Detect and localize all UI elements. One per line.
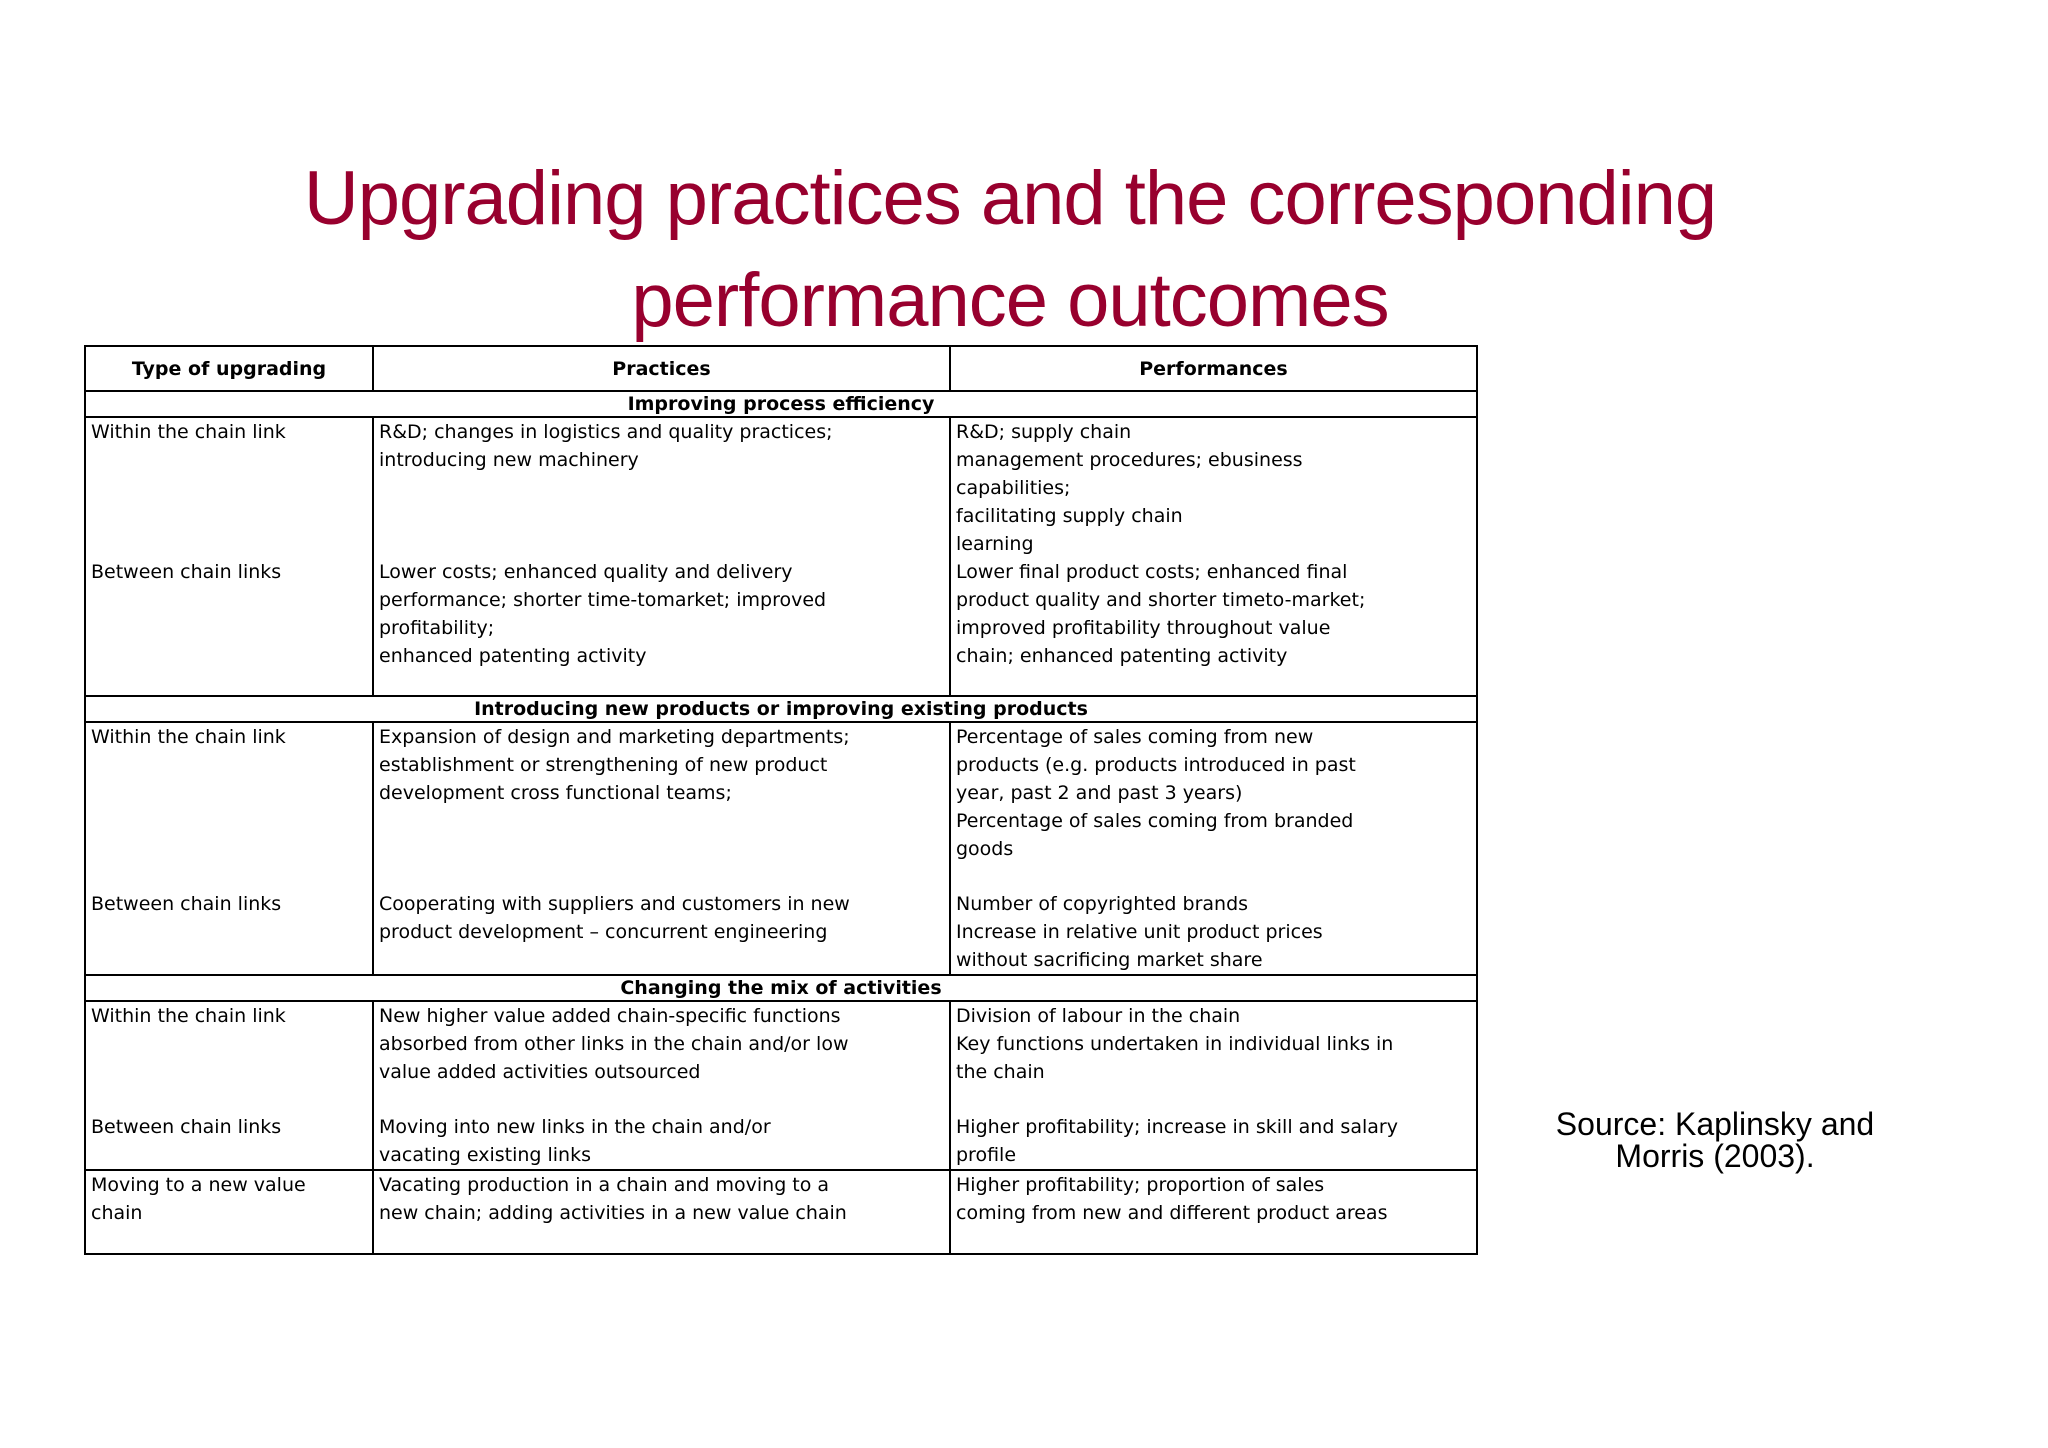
type-cell bbox=[85, 1113, 373, 1170]
section-heading: Introducing new products or improving existing products bbox=[85, 696, 1477, 722]
practices-cell bbox=[373, 558, 950, 696]
type-cell bbox=[85, 890, 373, 975]
table-row bbox=[85, 558, 1477, 696]
cell-line: product development – concurrent engineering bbox=[379, 921, 828, 943]
table-header-row bbox=[85, 346, 1477, 391]
cell-line: profile bbox=[956, 1144, 1017, 1166]
performances-cell bbox=[950, 1113, 1477, 1170]
section-heading: Changing the mix of activities bbox=[85, 975, 1477, 1001]
cell-line: learning bbox=[956, 533, 1034, 555]
cell-line: facilitating supply chain bbox=[956, 505, 1183, 527]
cell-line: Lower final product costs; enhanced final bbox=[956, 561, 1348, 583]
cell-line: Key functions undertaken in individual links in bbox=[956, 1033, 1394, 1055]
performances-cell bbox=[950, 1001, 1477, 1113]
cell-line: R&D; supply chain bbox=[956, 421, 1132, 443]
cell-line: Within the chain link bbox=[91, 726, 286, 748]
cell-line: Higher profitability; increase in skill and salary bbox=[956, 1116, 1398, 1138]
cell-line: R&D; changes in logistics and quality practices; bbox=[379, 421, 833, 443]
cell-line: vacating existing links bbox=[379, 1144, 591, 1166]
cell-line: product quality and shorter timeto-market; bbox=[956, 589, 1366, 611]
cell-line: introducing new machinery bbox=[379, 449, 639, 471]
cell-line: year, past 2 and past 3 years) bbox=[956, 782, 1243, 804]
cell-line: Moving to a new value bbox=[91, 1174, 306, 1196]
cell-line: profitability; bbox=[379, 617, 495, 639]
cell-line: Percentage of sales coming from branded bbox=[956, 810, 1354, 832]
cell-line: Expansion of design and marketing departments; bbox=[379, 726, 850, 748]
cell-line: management procedures; ebusiness bbox=[956, 449, 1303, 471]
cell-line: development cross functional teams; bbox=[379, 782, 732, 804]
cell-line: the chain bbox=[956, 1061, 1045, 1083]
cell-line: goods bbox=[956, 838, 1014, 860]
cell-line: Higher profitability; proportion of sales bbox=[956, 1174, 1325, 1196]
practices-cell bbox=[373, 722, 950, 890]
cell-line: chain bbox=[91, 1202, 143, 1224]
cell-line: establishment or strengthening of new product bbox=[379, 754, 828, 776]
header-performances: Performances bbox=[950, 346, 1477, 391]
table-row bbox=[85, 890, 1477, 975]
practices-cell bbox=[373, 890, 950, 975]
section-heading-row bbox=[85, 975, 1477, 1001]
table-row bbox=[85, 417, 1477, 558]
type-cell bbox=[85, 722, 373, 890]
source-line-1: Source: Kaplinsky and bbox=[1555, 1106, 1875, 1142]
performances-cell bbox=[950, 722, 1477, 890]
cell-line: improved profitability throughout value bbox=[956, 617, 1331, 639]
cell-line: Increase in relative unit product prices bbox=[956, 921, 1323, 943]
cell-line: Number of copyrighted brands bbox=[956, 893, 1249, 915]
cell-line: products (e.g. products introduced in past bbox=[956, 754, 1356, 776]
header-type-of-upgrading: Type of upgrading bbox=[85, 346, 373, 391]
table-row bbox=[85, 1001, 1477, 1113]
source-line-2: Morris (2003). bbox=[1615, 1138, 1815, 1174]
performances-cell bbox=[950, 890, 1477, 975]
upgrading-table bbox=[84, 345, 1478, 1255]
cell-line: chain; enhanced patenting activity bbox=[956, 645, 1288, 667]
table-row bbox=[85, 722, 1477, 890]
practices-cell bbox=[373, 1113, 950, 1170]
cell-line: Percentage of sales coming from new bbox=[956, 726, 1314, 748]
cell-line: capabilities; bbox=[956, 477, 1071, 499]
cell-line: Within the chain link bbox=[91, 1005, 286, 1027]
type-cell bbox=[85, 1001, 373, 1113]
section-heading: Improving process efficiency bbox=[85, 391, 1477, 417]
table-row bbox=[85, 1170, 1477, 1254]
cell-line: absorbed from other links in the chain and/or low bbox=[379, 1033, 849, 1055]
cell-line: Lower costs; enhanced quality and delivery bbox=[379, 561, 793, 583]
cell-line: Within the chain link bbox=[91, 421, 286, 443]
table-row bbox=[85, 1113, 1477, 1170]
cell-line: new chain; adding activities in a new value chain bbox=[379, 1202, 847, 1224]
cell-line: New higher value added chain-specific functions bbox=[379, 1005, 841, 1027]
type-cell bbox=[85, 1170, 373, 1254]
cell-line: enhanced patenting activity bbox=[379, 645, 647, 667]
performances-cell bbox=[950, 417, 1477, 558]
cell-line: Division of labour in the chain bbox=[956, 1005, 1241, 1027]
cell-line: Vacating production in a chain and moving to a bbox=[379, 1174, 830, 1196]
cell-line: Moving into new links in the chain and/or bbox=[379, 1116, 771, 1138]
practices-cell bbox=[373, 1170, 950, 1254]
cell-line: coming from new and different product areas bbox=[956, 1202, 1388, 1224]
cell-line: Between chain links bbox=[91, 1116, 282, 1138]
cell-line: Between chain links bbox=[91, 561, 282, 583]
type-cell bbox=[85, 558, 373, 696]
cell-line: performance; shorter time-tomarket; improved bbox=[379, 589, 827, 611]
slide-title bbox=[150, 148, 1870, 352]
header-practices: Practices bbox=[373, 346, 950, 391]
slide-title-line-1: Upgrading practices and the corresponding bbox=[303, 156, 1717, 241]
practices-cell bbox=[373, 417, 950, 558]
performances-cell bbox=[950, 1170, 1477, 1254]
performances-cell bbox=[950, 558, 1477, 696]
section-heading-row bbox=[85, 696, 1477, 722]
cell-line: Cooperating with suppliers and customers in new bbox=[379, 893, 850, 915]
cell-line: value added activities outsourced bbox=[379, 1061, 701, 1083]
source-citation bbox=[1530, 1108, 1900, 1172]
section-heading-row bbox=[85, 391, 1477, 417]
cell-line: Between chain links bbox=[91, 893, 282, 915]
type-cell bbox=[85, 417, 373, 558]
cell-line: without sacrificing market share bbox=[956, 949, 1263, 971]
slide-title-line-2: performance outcomes bbox=[631, 258, 1389, 343]
practices-cell bbox=[373, 1001, 950, 1113]
